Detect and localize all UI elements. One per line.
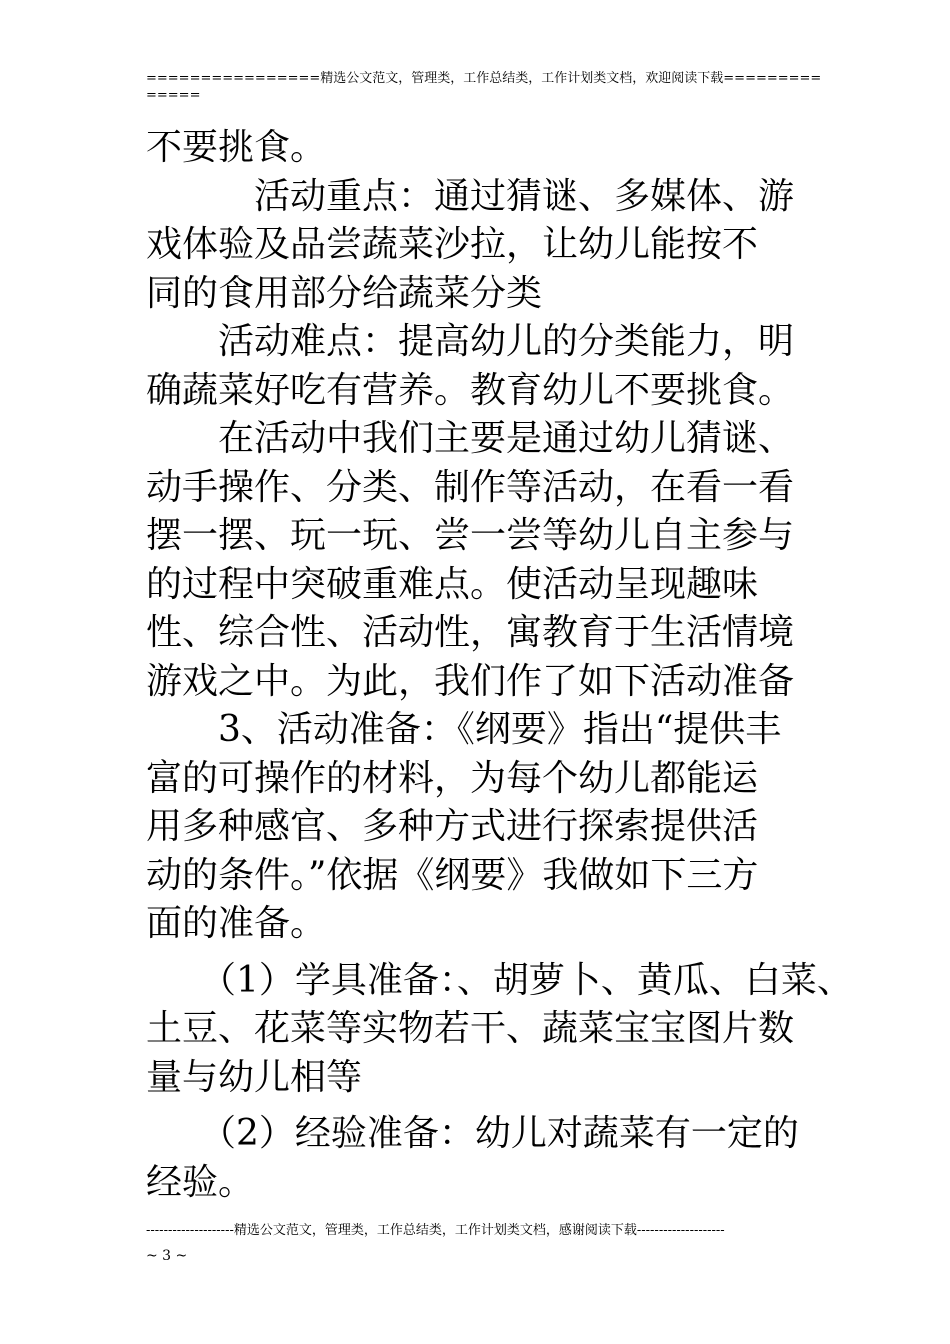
text-line: 土豆、花菜等实物若干、蔬菜宝宝图片数: [146, 1008, 795, 1049]
text-line: 确蔬菜好吃有营养。教育幼儿不要挑食。: [146, 369, 795, 411]
text-line: 3、活动准备：《纲要》指出“提供丰: [146, 709, 782, 750]
text-line: 不要挑食。: [146, 127, 327, 168]
text-line: 在活动中我们主要是通过幼儿猜谜、: [146, 418, 795, 459]
text-line: 动手操作、分类、制作等活动，在看一看: [146, 466, 795, 508]
text-line: 量与幼儿相等: [146, 1056, 363, 1098]
page-number: ~ 3 ~: [146, 1248, 188, 1264]
text-line: （1）学具准备：、胡萝卜、黄瓜、白菜、: [146, 959, 853, 1001]
text-line: 用多种感官、多种方式进行探索提供活: [146, 806, 759, 847]
text-line: 戏体验及品尝蔬菜沙拉，让幼儿能按不: [146, 224, 759, 265]
text-line: 性、综合性、活动性，寓教育于生活情境: [146, 612, 795, 653]
text-line: 经验。: [146, 1161, 255, 1203]
text-line: 同的食用部分给蔬菜分类: [146, 272, 543, 314]
text-line: 摆一摆、玩一玩、尝一尝等幼儿自主参与: [146, 515, 795, 556]
document-body: [146, 124, 853, 1207]
page-footer: --------------------精选公文范文，管理类，工作总结类，工作计划类文档，感谢阅读下载--------------------: [146, 1223, 725, 1238]
text-line: 活动重点：通过猜谜、多媒体、游: [146, 175, 795, 217]
text-line: 游戏之中。为此，我们作了如下活动准备: [146, 660, 795, 702]
text-line: 活动难点：提高幼儿的分类能力，明: [146, 321, 795, 362]
text-line: 动的条件。”依据《纲要》我做如下三方: [146, 854, 759, 896]
text-line: 面的准备。: [146, 903, 327, 944]
text-line: 的过程中突破重难点。使活动呈现趣味: [146, 563, 759, 605]
text-line: （2）经验准备：幼儿对蔬菜有一定的: [146, 1113, 799, 1154]
text-line: 富的可操作的材料，为每个幼儿都能运: [146, 757, 759, 799]
page-header: ================精选公文范文，管理类，工作总结类，工作计划类文档，欢迎阅读下载==============: [146, 71, 822, 103]
